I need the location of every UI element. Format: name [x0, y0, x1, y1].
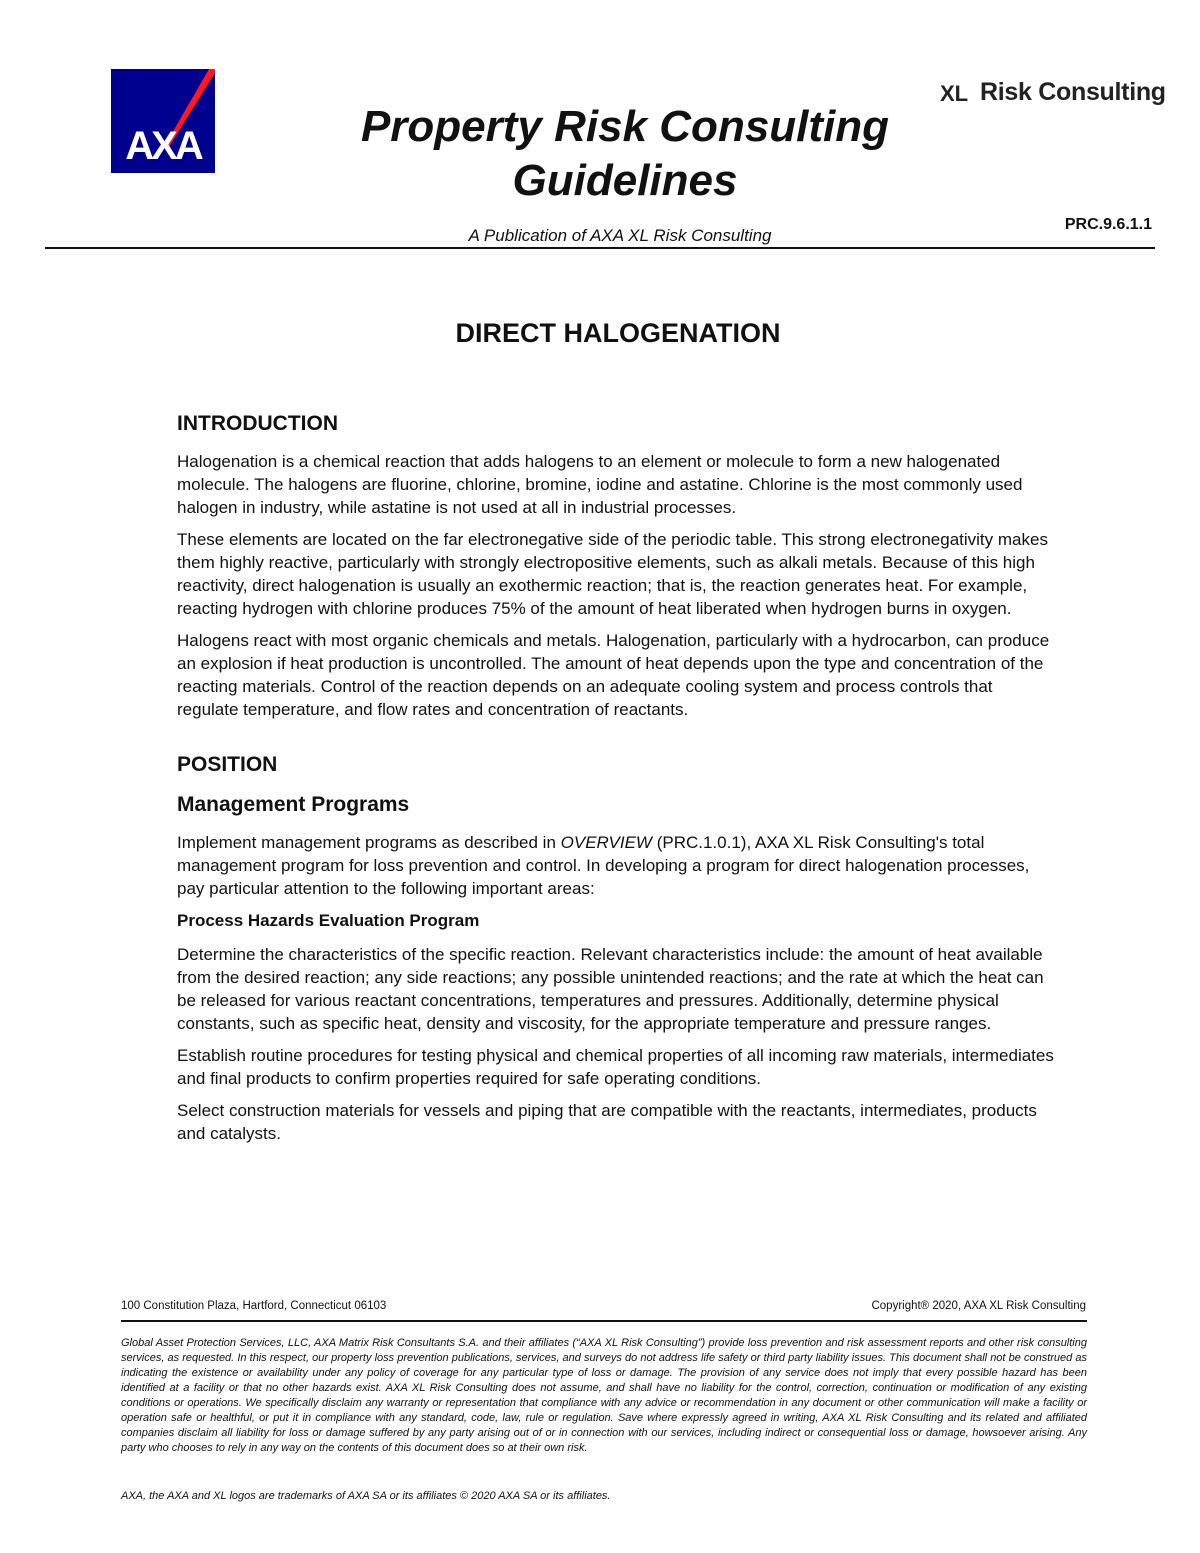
- footer-divider: [121, 1320, 1087, 1322]
- intro-paragraph: Halogenation is a chemical reaction that adds halogens to an element or molecule to form a new halogenated molecule. The halogens are fluorine, chlorine, bromine, iodine and astatine. Chlorine is the most commonly used halogen in industry, while astatine is not used at all in industrial processes.: [177, 452, 1023, 517]
- xl-logo-text: Risk Consulting: [980, 78, 1166, 106]
- process-hazards-heading: Process Hazards Evaluation Program: [177, 911, 480, 930]
- svg-text:XL: XL: [940, 80, 969, 105]
- document-code: PRC.9.6.1.1: [1064, 216, 1152, 233]
- legal-disclaimer: Global Asset Protection Services, LLC, AXA Matrix Risk Consultants S.A. and their affiliates (“AXA XL Risk Consulting”) provide loss prevention and risk assessment reports and other risk consulting services, as requested. In this respect, our property loss prevention publications, services, and surveys do not address life safety or third party liability issues. This document shall not be construed as indicating the existence or availability under any policy of coverage for any particular type of loss or damage. The provision of any service does not imply that every possible hazard has been identified at a facility or that no other hazards exist. AXA XL Risk Consulting does not assume, and shall have no liability for the control, correction, continuation or modification of any existing conditions or operations. We specifically disclaim any warranty or representation that compliance with any advice or recommendation in any document or other communication will make a facility or operation safe or healthful, or put it in compliance with any standard, code, law, rule or regulation. Save where expressly agreed in writing, AXA XL Risk Consulting and its related and affiliated companies disclaim all liability for loss or damage suffered by any party arising out of or in connection with our services, including indirect or consequential loss or damage, howsoever arising. Any party who chooses to rely in any way on the contents of this document does so at their own risk.: [121, 1337, 1087, 1454]
- document-title: DIRECT HALOGENATION: [455, 318, 781, 348]
- intro-paragraph: Halogens react with most organic chemicals and metals. Halogenation, particularly with a hydrocarbon, can produce an explosion if heat production is uncontrolled. The amount of heat depends upon the type and concentration of the reacting materials. Control of the reaction depends on an adequate cooling system and process controls that regulate temperature, and flow rates and concentration of reactants.: [177, 631, 1050, 719]
- introduction-heading: INTRODUCTION: [177, 412, 338, 435]
- axa-logo-icon: [111, 69, 215, 173]
- trademark-notice: AXA, the AXA and XL logos are trademarks of AXA SA or its affiliates © 2020 AXA SA or its affiliates.: [121, 1490, 611, 1502]
- xl-risk-consulting-logo: [940, 78, 1166, 107]
- publication-title-line-1: Property Risk Consulting: [360, 102, 890, 151]
- process-hazards-paragraph: Determine the characteristics of the specific reaction. Relevant characteristics include: the amount of heat available from the desired reaction; any side reactions; any possible unintended reactions; and the rate at which the heat can be released for various reactant concentrations, temperatures and pressures. Additionally, determine physical constants, such as specific heat, density and viscosity, for the appropriate temperature and pressure ranges.: [177, 945, 1044, 1033]
- publication-subtitle: A Publication of AXA XL Risk Consulting: [468, 226, 772, 245]
- intro-paragraph: These elements are located on the far electronegative side of the periodic table. This strong electronegativity makes them highly reactive, particularly with strongly electropositive elements, such as alkali metals. Because of this high reactivity, direct halogenation is usually an exothermic reaction; that is, the reaction generates heat. For example, reacting hydrogen with chlorine produces 75% of the amount of heat liberated when hydrogen burns in oxygen.: [177, 530, 1048, 618]
- header-divider: [45, 247, 1155, 249]
- footer-address: 100 Constitution Plaza, Hartford, Connecticut 06103: [121, 1300, 387, 1312]
- svg-text:AXA: AXA: [125, 124, 201, 168]
- management-programs-heading: Management Programs: [177, 793, 410, 816]
- footer-copyright: Copyright® 2020, AXA XL Risk Consulting: [871, 1300, 1086, 1312]
- publication-title-line-2: Guidelines: [512, 156, 738, 205]
- document-body: [177, 410, 1057, 1154]
- management-text-start: Implement management programs as described in: [177, 833, 561, 852]
- process-hazards-paragraph: Select construction materials for vessels and piping that are compatible with the reactants, intermediates, products and catalysts.: [177, 1101, 1037, 1143]
- process-hazards-paragraph: Establish routine procedures for testing physical and chemical properties of all incoming raw materials, intermediates and final products to confirm properties required for safe operating conditions.: [177, 1046, 1054, 1088]
- publication-title: [300, 100, 950, 208]
- position-heading: POSITION: [177, 753, 278, 776]
- overview-reference: OVERVIEW: [560, 833, 652, 852]
- management-text-end: (PRC.1.0.1), AXA XL Risk Consulting's total management program for loss prevention and control. In developing a program for direct halogenation processes, pay particular attention to the following important areas:: [177, 833, 1030, 898]
- management-paragraph: [177, 831, 1057, 900]
